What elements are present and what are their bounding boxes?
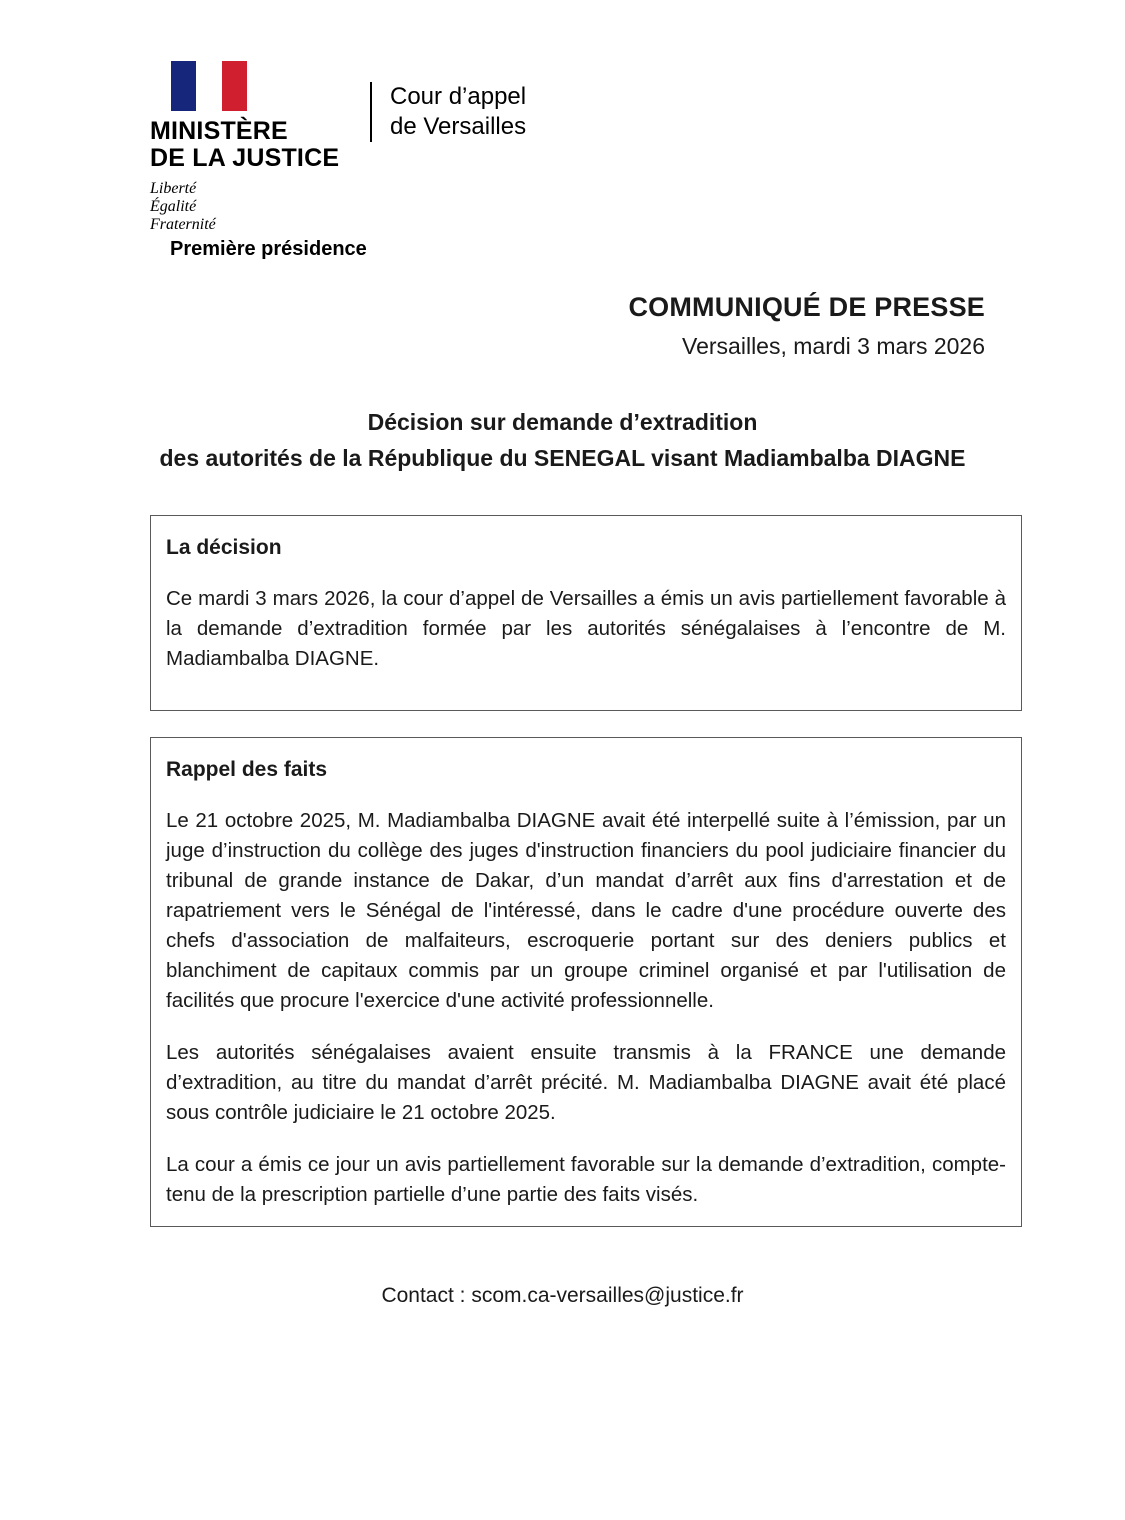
- page-title-line1: Décision sur demande d’extradition: [367, 409, 758, 435]
- contact-line: Contact : scom.ca-versailles@justice.fr: [381, 1284, 744, 1307]
- section-decision: [150, 515, 1022, 711]
- ministry-logo: [150, 60, 362, 234]
- page-title-line2: des autorités de la République du SENEGAL visant Madiambalba DIAGNE: [159, 445, 966, 471]
- document-sheet: [22, 12, 1103, 1508]
- press-release-label: COMMUNIQUÉ DE PRESSE: [628, 292, 985, 322]
- page-title: [22, 404, 1103, 476]
- motto-liberte: Liberté: [150, 180, 197, 197]
- section-decision-heading: La décision: [166, 536, 282, 559]
- section-facts-heading: Rappel des faits: [166, 758, 328, 781]
- ministry-name-line2: DE LA JUSTICE: [150, 144, 340, 172]
- french-flag-icon: [170, 60, 248, 112]
- court-name: [390, 82, 526, 142]
- section-decision-paragraph-1: Ce mardi 3 mars 2026, la cour d’appel de Versailles a émis un avis partiellement favorable à la demande d’extradition formée par les autorités sénégalaises à l’encontre de M. Madiambalba DIAGNE.: [166, 587, 1006, 670]
- republic-motto: [150, 180, 362, 234]
- section-facts-paragraph-3: La cour a émis ce jour un avis partiellement favorable sur la demande d’extradition, compte-tenu de la prescription partielle d’une partie des faits visés.: [166, 1153, 1006, 1206]
- flag-stripe-blue: [171, 61, 196, 111]
- ministry-name: [150, 118, 362, 172]
- court-name-line1: Cour d’appel: [390, 83, 527, 110]
- section-facts-paragraph-1: Le 21 octobre 2025, M. Madiambalba DIAGNE avait été interpellé suite à l’émission, par un juge d’instruction du collège des juges d'instruction financiers du pool judiciaire financier du tribunal de grande instance de Dakar, d’un mandat d’arrêt aux fins d'arrestation et de rapatriement vers le Sénégal de l'intéressé, dans le cadre d'une procédure ouverte des chefs d'association de malfaiteurs, escroquerie portant sur des deniers publics et blanchiment de capitaux commis par un groupe criminel organisé et par l'utilisation de facilités que procure l'exercice d'une activité professionnelle.: [166, 809, 1006, 1012]
- motto-egalite: Égalité: [150, 198, 197, 215]
- document-header: [150, 60, 526, 234]
- court-name-line2: de Versailles: [390, 113, 527, 140]
- header-subtitle: Première présidence: [170, 238, 367, 260]
- motto-fraternite: Fraternité: [150, 216, 216, 233]
- flag-stripe-red: [222, 61, 247, 111]
- press-release-date: Versailles, mardi 3 mars 2026: [682, 333, 985, 359]
- flag-stripe-white: [196, 61, 221, 111]
- ministry-name-line1: MINISTÈRE: [150, 117, 288, 145]
- section-facts-paragraph-2: Les autorités sénégalaises avaient ensuite transmis à la FRANCE une demande d’extradition, au titre du mandat d’arrêt précité. M. Madiambalba DIAGNE avait été placé sous contrôle judiciaire le 21 octobre 2025.: [166, 1041, 1006, 1124]
- logo-divider: [370, 82, 372, 142]
- press-release-block: [628, 292, 985, 360]
- section-facts: [150, 737, 1022, 1227]
